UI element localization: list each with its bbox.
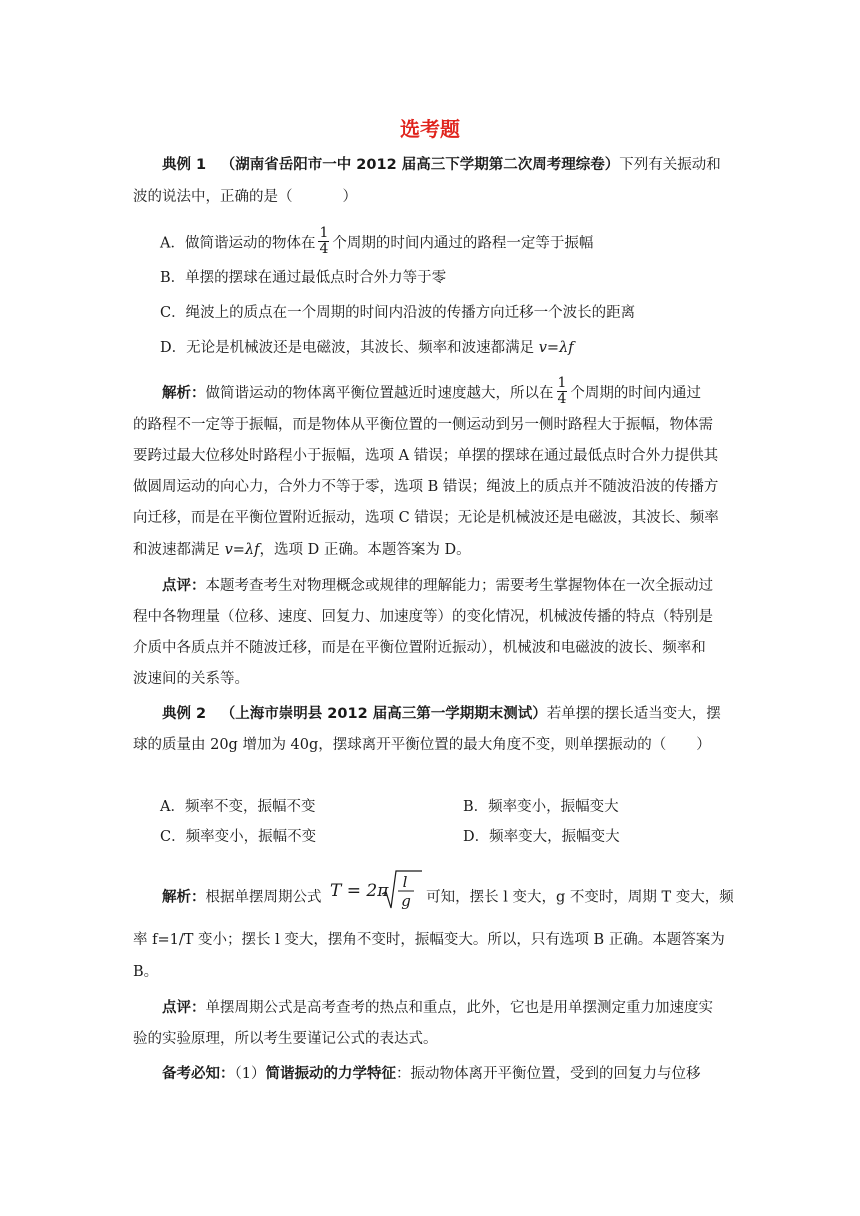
ex1-analysis-line-5: 向迁移，而是在平衡位置附近振动，选项 C 错误；无论是机械波还是电磁波，其波长、频率 [133,510,719,526]
ex2-option-b: B．频率变小，振幅变大 [463,799,619,815]
ex1-analysis-line-3: 要跨过最大位移处时路程小于振幅，选项 A 错误；单摆的摆球在通过最低点时合外力提供其 [133,448,719,464]
ex2-label: 典例 2 [162,706,207,722]
ex1-analysis-line-2: 的路程不一定等于振幅，而是物体从平衡位置的一侧运动到另一侧时路程大于振幅，物体需 [133,417,713,433]
ex2-options-row-1 [160,797,740,817]
ex1-question-line-1 [162,155,762,175]
prep-heading: 简谐振动的力学特征 [265,1066,396,1082]
ex1-analysis-label: 解析： [162,385,206,402]
ex2-question-line-2: 球的质量由 20g 增加为 40g，摆球离开平衡位置的最大角度不变，则单摆振动的（ ） [133,737,711,753]
ex2-option-c: C．频率变小，振幅不变 [160,829,317,845]
ex1-analysis-line-1: 解析：做简谐运动的物体离平衡位置越近时速度越大，所以在 $\frac{1}{4}$ 个周期的时间内通过 [162,375,701,407]
ex2-comment-label: 点评： [162,1000,206,1016]
ex2-options-row-2 [160,827,740,847]
ex1-analysis-line-4: 做圆周运动的向心力，合外力不等于零，选项 B 错误；绳波上的质点并不随波沿波的传播方 [133,479,719,495]
fraction-one-quarter: $\frac{1}{4}$ [319,225,329,257]
ex2-comment-line-1: 点评：单摆周期公式是高考查考的热点和重点，此外，它也是用单摆测定重力加速度实 [162,1000,713,1016]
ex2-analysis-line-1: 解析：根据单摆周期公式 T = 2π l g 可知，摆长 l 变大，g 不变时，周期 T 变大，频 [162,868,762,912]
ex1-question-line-2: 波的说法中，正确的是（ ） [133,189,357,205]
pendulum-period-formula [330,868,422,927]
ex1-option-b: B．单摆的摆球在通过最低点时合外力等于零 [160,270,447,286]
ex1-comment-line-3: 介质中各质点并不随波迁移，而是在平衡位置附近振动），机械波和电磁波的波长、频率和 [133,640,706,656]
ex1-option-d: D．无论是机械波还是电磁波，其波长、频率和波速都满足 v=λf [160,340,574,356]
ex1-source: （湖南省岳阳市一中 2012 届高三下学期第二次周考理综卷） [220,157,620,173]
ex1-comment-line-4: 波速间的关系等。 [133,671,249,687]
ex2-comment-line-2: 验的实验原理，所以考生要谨记公式的表达式。 [133,1031,438,1047]
ex2-analysis-label: 解析： [162,889,206,906]
pendulum-period-formula-graphic [330,868,422,912]
ex1-question-text-a: 下列有关振动和 [619,157,721,173]
formula-t-equals-2pi: T = 2π [330,881,389,901]
ex1-option-a: A．做简谐运动的物体在 $\frac{1}{4}$ 个周期的时间内通过的路程一定等于振幅 [160,225,594,257]
ex1-comment-line-2: 程中各物理量（位移、速度、回复力、加速度等）的变化情况，机械波传播的特点（特别是 [133,609,713,625]
ex2-source: （上海市崇明县 2012 届高三第一学期期末测试） [220,706,547,722]
prep-label: 备考必知： [162,1066,235,1082]
ex1-option-c: C．绳波上的质点在一个周期的时间内沿波的传播方向迁移一个波长的距离 [160,305,636,321]
formula-numerator-l: l [402,873,408,891]
ex2-option-d: D．频率变大，振幅变大 [463,829,620,845]
page-title: 选考题 [400,117,460,141]
formula-v-lambda-f: v=λf [538,340,574,356]
prep-line-1: 备考必知：（1）简谐振动的力学特征：振动物体离开平衡位置，受到的回复力与位移 [162,1066,701,1082]
fraction-one-quarter: $\frac{1}{4}$ [557,375,567,407]
ex2-question-line-1: 典例 2 （上海市崇明县 2012 届高三第一学期期末测试）若单摆的摆长适当变大，摆 [162,706,721,722]
ex2-option-a: A．频率不变，振幅不变 [160,799,316,815]
ex2-analysis-line-3: B。 [133,964,159,980]
formula-denominator-g: g [401,892,411,910]
ex1-analysis-line-6: 和波速都满足 v=λf，选项 D 正确。本题答案为 D。 [133,542,471,558]
ex1-comment-line-1: 点评：本题考查考生对物理概念或规律的理解能力；需要考生掌握物体在一次全振动过 [162,578,713,594]
ex1-label: 典例 1 [162,157,207,173]
ex1-comment-label: 点评： [162,578,206,594]
ex2-analysis-line-2: 率 f=1/T 变小；摆长 l 变大，摆角不变时，振幅变大。所以，只有选项 B 正确。本题答案为 [133,932,725,948]
